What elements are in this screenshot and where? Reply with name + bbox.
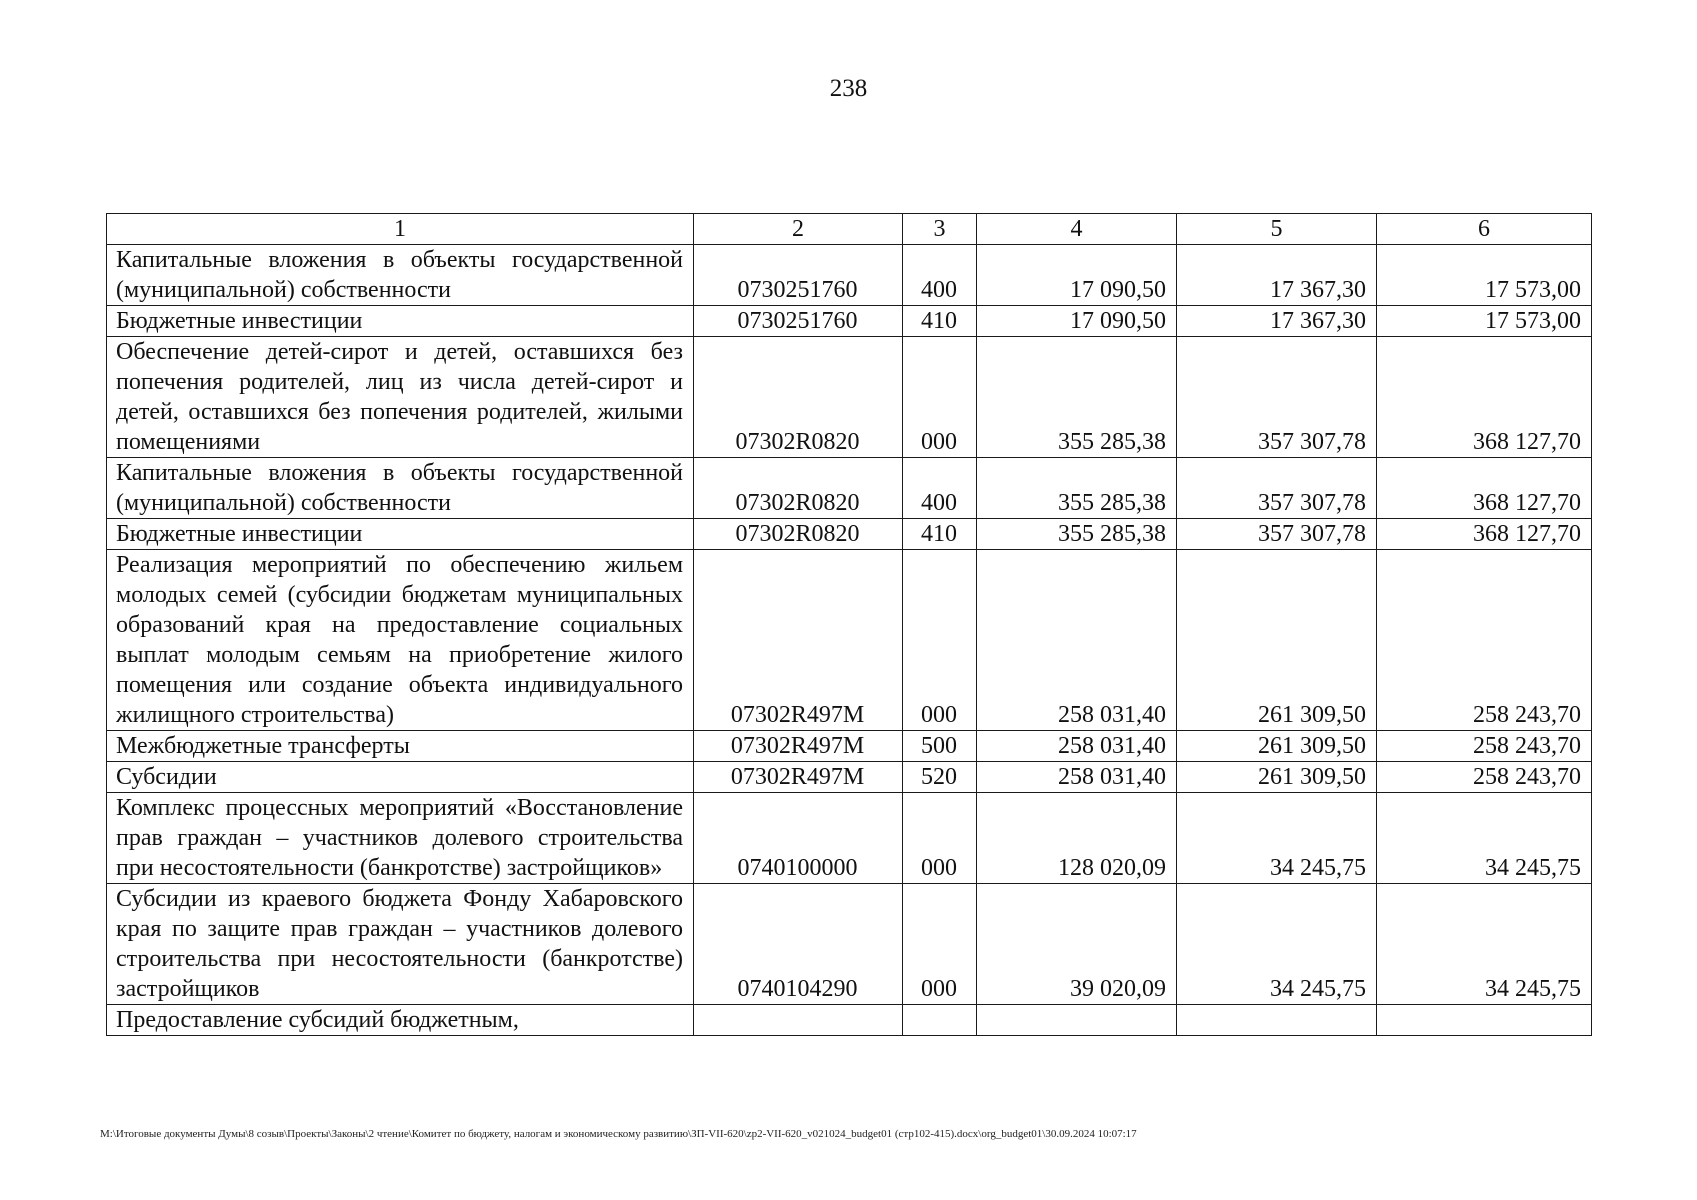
amount-col-6: 258 243,70 <box>1377 731 1592 762</box>
table-row <box>107 458 1592 519</box>
expense-kind: 000 <box>903 793 977 884</box>
table-row <box>107 884 1592 1005</box>
item-code: 0740104290 <box>694 884 903 1005</box>
column-header-5: 5 <box>1177 214 1377 245</box>
item-code: 07302R0820 <box>694 519 903 550</box>
amount-col-6: 17 573,00 <box>1377 306 1592 337</box>
expense-kind: 410 <box>903 306 977 337</box>
table-row <box>107 245 1592 306</box>
item-name: Комплекс процессных мероприятий «Восстановление прав граждан – участников долевого строительства при несостоятельности (банкротстве) застройщиков» <box>107 793 694 884</box>
column-header-3: 3 <box>903 214 977 245</box>
amount-col-5: 17 367,30 <box>1177 306 1377 337</box>
item-name: Межбюджетные трансферты <box>107 731 694 762</box>
amount-col-6: 368 127,70 <box>1377 519 1592 550</box>
item-name: Субсидии из краевого бюджета Фонду Хабаровского края по защите прав граждан – участников долевого строительства при несостоятельности (банкротстве) застройщиков <box>107 884 694 1005</box>
column-header-6: 6 <box>1377 214 1592 245</box>
amount-col-5 <box>1177 1005 1377 1036</box>
item-code: 0740100000 <box>694 793 903 884</box>
expense-kind: 400 <box>903 458 977 519</box>
column-number-row <box>107 214 1592 245</box>
item-code: 0730251760 <box>694 306 903 337</box>
column-header-1: 1 <box>107 214 694 245</box>
budget-table <box>106 213 1592 1036</box>
item-name: Реализация мероприятий по обеспечению жильем молодых семей (субсидии бюджетам муниципальных образований края на предоставление социальных выплат молодым семьям на приобретение жилого помещения или создание объекта индивидуального жилищного строительства) <box>107 550 694 731</box>
expense-kind <box>903 1005 977 1036</box>
amount-col-6: 258 243,70 <box>1377 762 1592 793</box>
item-name: Предоставление субсидий бюджетным, <box>107 1005 694 1036</box>
column-header-4: 4 <box>977 214 1177 245</box>
amount-col-4: 128 020,09 <box>977 793 1177 884</box>
amount-col-4: 17 090,50 <box>977 245 1177 306</box>
amount-col-5: 261 309,50 <box>1177 550 1377 731</box>
amount-col-5: 357 307,78 <box>1177 337 1377 458</box>
amount-col-6: 258 243,70 <box>1377 550 1592 731</box>
expense-kind: 500 <box>903 731 977 762</box>
expense-kind: 520 <box>903 762 977 793</box>
file-path-footer: M:\Итоговые документы Думы\8 созыв\Проекты\Законы\2 чтение\Комитет по бюджету, налогам и экономическому развитию\ЗП-VII-620\zp2-VII-620_v021024_budget01 (стр102-415).docx\org_budget01\30.09.2024 10:07:17 <box>100 1128 1137 1140</box>
amount-col-4: 39 020,09 <box>977 884 1177 1005</box>
amount-col-4: 258 031,40 <box>977 762 1177 793</box>
item-name: Капитальные вложения в объекты государственной (муниципальной) собственности <box>107 458 694 519</box>
item-name: Бюджетные инвестиции <box>107 519 694 550</box>
table-row <box>107 337 1592 458</box>
amount-col-5: 17 367,30 <box>1177 245 1377 306</box>
item-name: Капитальные вложения в объекты государственной (муниципальной) собственности <box>107 245 694 306</box>
expense-kind: 410 <box>903 519 977 550</box>
amount-col-4: 17 090,50 <box>977 306 1177 337</box>
expense-kind: 400 <box>903 245 977 306</box>
table-row <box>107 550 1592 731</box>
item-code: 0730251760 <box>694 245 903 306</box>
expense-kind: 000 <box>903 550 977 731</box>
amount-col-4: 355 285,38 <box>977 519 1177 550</box>
table-row <box>107 793 1592 884</box>
amount-col-6 <box>1377 1005 1592 1036</box>
amount-col-4: 355 285,38 <box>977 337 1177 458</box>
item-code: 07302R497M <box>694 550 903 731</box>
amount-col-4: 258 031,40 <box>977 550 1177 731</box>
item-code: 07302R497M <box>694 731 903 762</box>
amount-col-4: 355 285,38 <box>977 458 1177 519</box>
amount-col-4: 258 031,40 <box>977 731 1177 762</box>
amount-col-6: 17 573,00 <box>1377 245 1592 306</box>
item-code: 07302R0820 <box>694 337 903 458</box>
item-code: 07302R0820 <box>694 458 903 519</box>
amount-col-5: 34 245,75 <box>1177 884 1377 1005</box>
expense-kind: 000 <box>903 337 977 458</box>
amount-col-6: 34 245,75 <box>1377 793 1592 884</box>
table-row <box>107 762 1592 793</box>
table-row <box>107 519 1592 550</box>
table-row <box>107 1005 1592 1036</box>
page-number: 238 <box>829 75 868 102</box>
amount-col-5: 261 309,50 <box>1177 731 1377 762</box>
item-code <box>694 1005 903 1036</box>
expense-kind: 000 <box>903 884 977 1005</box>
amount-col-6: 368 127,70 <box>1377 337 1592 458</box>
amount-col-5: 261 309,50 <box>1177 762 1377 793</box>
table-row <box>107 731 1592 762</box>
item-name: Бюджетные инвестиции <box>107 306 694 337</box>
amount-col-5: 357 307,78 <box>1177 458 1377 519</box>
item-name: Обеспечение детей-сирот и детей, оставшихся без попечения родителей, лиц из числа детей-сирот и детей, оставшихся без попечения родителей, жилыми помещениями <box>107 337 694 458</box>
amount-col-5: 357 307,78 <box>1177 519 1377 550</box>
item-name: Субсидии <box>107 762 694 793</box>
amount-col-6: 368 127,70 <box>1377 458 1592 519</box>
column-header-2: 2 <box>694 214 903 245</box>
amount-col-6: 34 245,75 <box>1377 884 1592 1005</box>
amount-col-4 <box>977 1005 1177 1036</box>
item-code: 07302R497M <box>694 762 903 793</box>
amount-col-5: 34 245,75 <box>1177 793 1377 884</box>
table-row <box>107 306 1592 337</box>
